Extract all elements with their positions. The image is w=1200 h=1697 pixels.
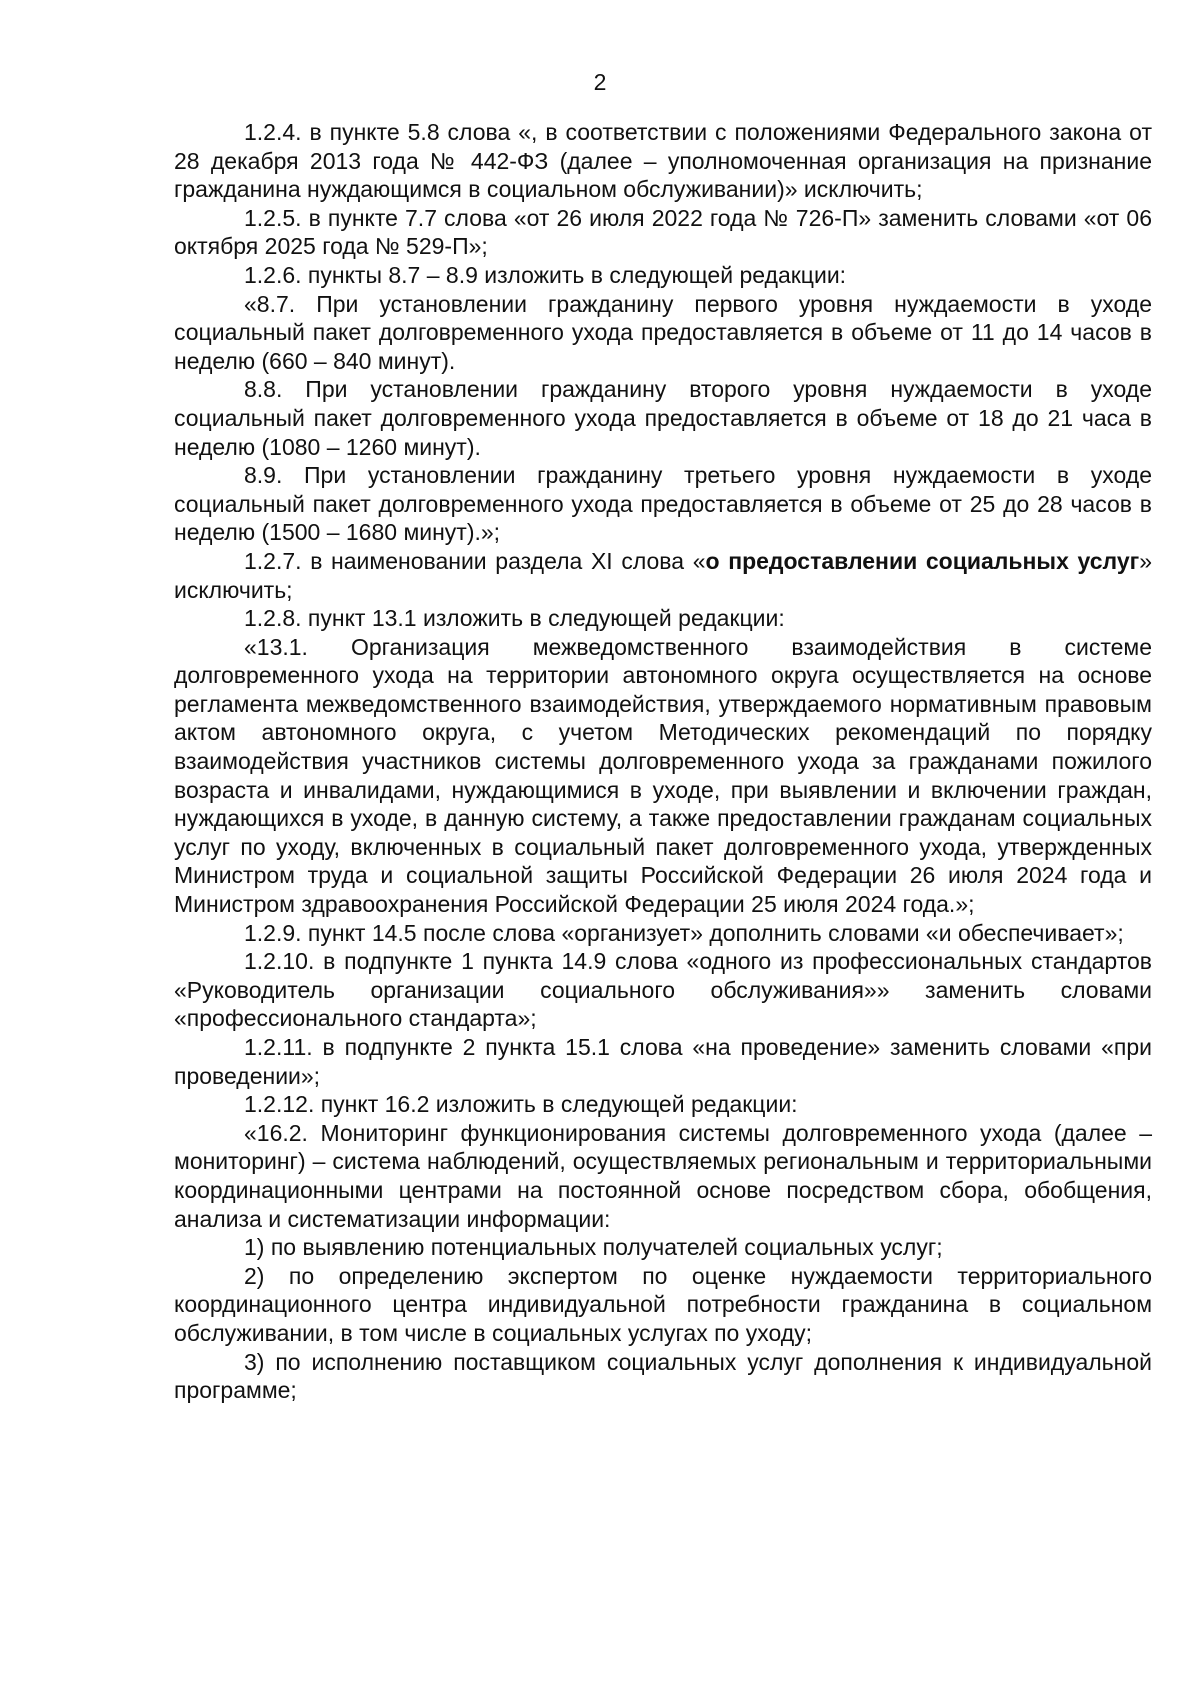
paragraph-13-1: «13.1. Организация межведомственного взаимодействия в системе долговременного ухода на территории автономного округа осуществляется на основе регламента межведомственного взаимодействия, утверждаемого нормативным правовым актом автономного округа, с учетом Методических рекомендаций по порядку взаимодействия участников системы долговременного ухода за гражданами пожилого возраста и инвалидами, нуждающимися в уходе, при выявлении и включении граждан, нуждающихся в уходе, в данную систему, а также предоставлении гражданам социальных услуг по уходу, включенных в социальный пакет долговременного ухода, утвержденных Министром труда и социальной защиты Российской Федерации 26 июля 2024 года и Министром здравоохранения Российской Федерации 25 июля 2024 года.»; [174, 633, 1152, 918]
paragraph-1-2-7-bold-phrase: о предоставлении социальных услуг [705, 547, 1140, 574]
paragraph-8-7: «8.7. При установлении гражданину первого уровня нуждаемости в уходе социальный пакет долговременного ухода предоставляется в объеме от 11 до 14 часов в неделю (660 – 840 минут). [174, 290, 1152, 374]
paragraph-1-2-9: 1.2.9. пункт 14.5 после слова «организует» дополнить словами «и обеспечивает»; [244, 919, 1124, 946]
paragraph-8-9: 8.9. При установлении гражданину третьего уровня нуждаемости в уходе социальный пакет долговременного ухода предоставляется в объеме от 25 до 28 часов в неделю (1500 – 1680 минут).»; [174, 462, 1152, 546]
paragraph-1-2-7-text-start: 1.2.7. в наименовании раздела XI слова « [244, 547, 706, 574]
paragraph-1-2-7 [174, 547, 1152, 604]
paragraph-1-2-5: 1.2.5. в пункте 7.7 слова «от 26 июля 2022 года № 726-П» заменить словами «от 06 октября 2025 года № 529-П»; [174, 204, 1152, 260]
paragraph-1-2-11: 1.2.11. в подпункте 2 пункта 15.1 слова «на проведение» заменить словами «при проведении»; [174, 1034, 1152, 1089]
paragraph-1-2-8: 1.2.8. пункт 13.1 изложить в следующей редакции: [244, 605, 785, 632]
paragraph-1-2-4: 1.2.4. в пункте 5.8 слова «, в соответствии с положениями Федерального закона от 28 декабря 2013 года № 442-ФЗ (далее – уполномоченная организация на признание гражданина нуждающимся в социальном обслуживании)» исключить; [174, 119, 1152, 203]
paragraph-16-2: «16.2. Мониторинг функционирования системы долговременного ухода (далее – мониторинг) – система наблюдений, осуществляемых региональным и территориальными координационными центрами на постоянной основе посредством сбора, обобщения, анализа и систематизации информации: [174, 1119, 1152, 1232]
paragraph-1-2-10: 1.2.10. в подпункте 1 пункта 14.9 слова «одного из профессиональных стандартов «Руководитель организации социального обслуживания»» заменить словами «профессионального стандарта»; [174, 948, 1152, 1032]
paragraph-1-2-7-text-end: » исключить; [174, 547, 1152, 603]
list-item-1: 1) по выявлению потенциальных получателей социальных услуг; [244, 1234, 943, 1261]
paragraph-1-2-12: 1.2.12. пункт 16.2 изложить в следующей редакции: [244, 1091, 798, 1118]
list-item-3: 3) по исполнению поставщиком социальных услуг дополнения к индивидуальной программе; [174, 1348, 1152, 1404]
list-item-2: 2) по определению экспертом по оценке нуждаемости территориального координационного центра индивидуальной потребности гражданина в социальном обслуживании, в том числе в социальных услугах по уходу; [174, 1262, 1152, 1346]
document-body [174, 118, 1152, 1405]
paragraph-1-2-6: 1.2.6. пункты 8.7 – 8.9 изложить в следующей редакции: [244, 261, 847, 288]
page-number: 2 [593, 69, 607, 95]
paragraph-8-8: 8.8. При установлении гражданину второго уровня нуждаемости в уходе социальный пакет долговременного ухода предоставляется в объеме от 18 до 21 часа в неделю (1080 – 1260 минут). [174, 376, 1152, 460]
